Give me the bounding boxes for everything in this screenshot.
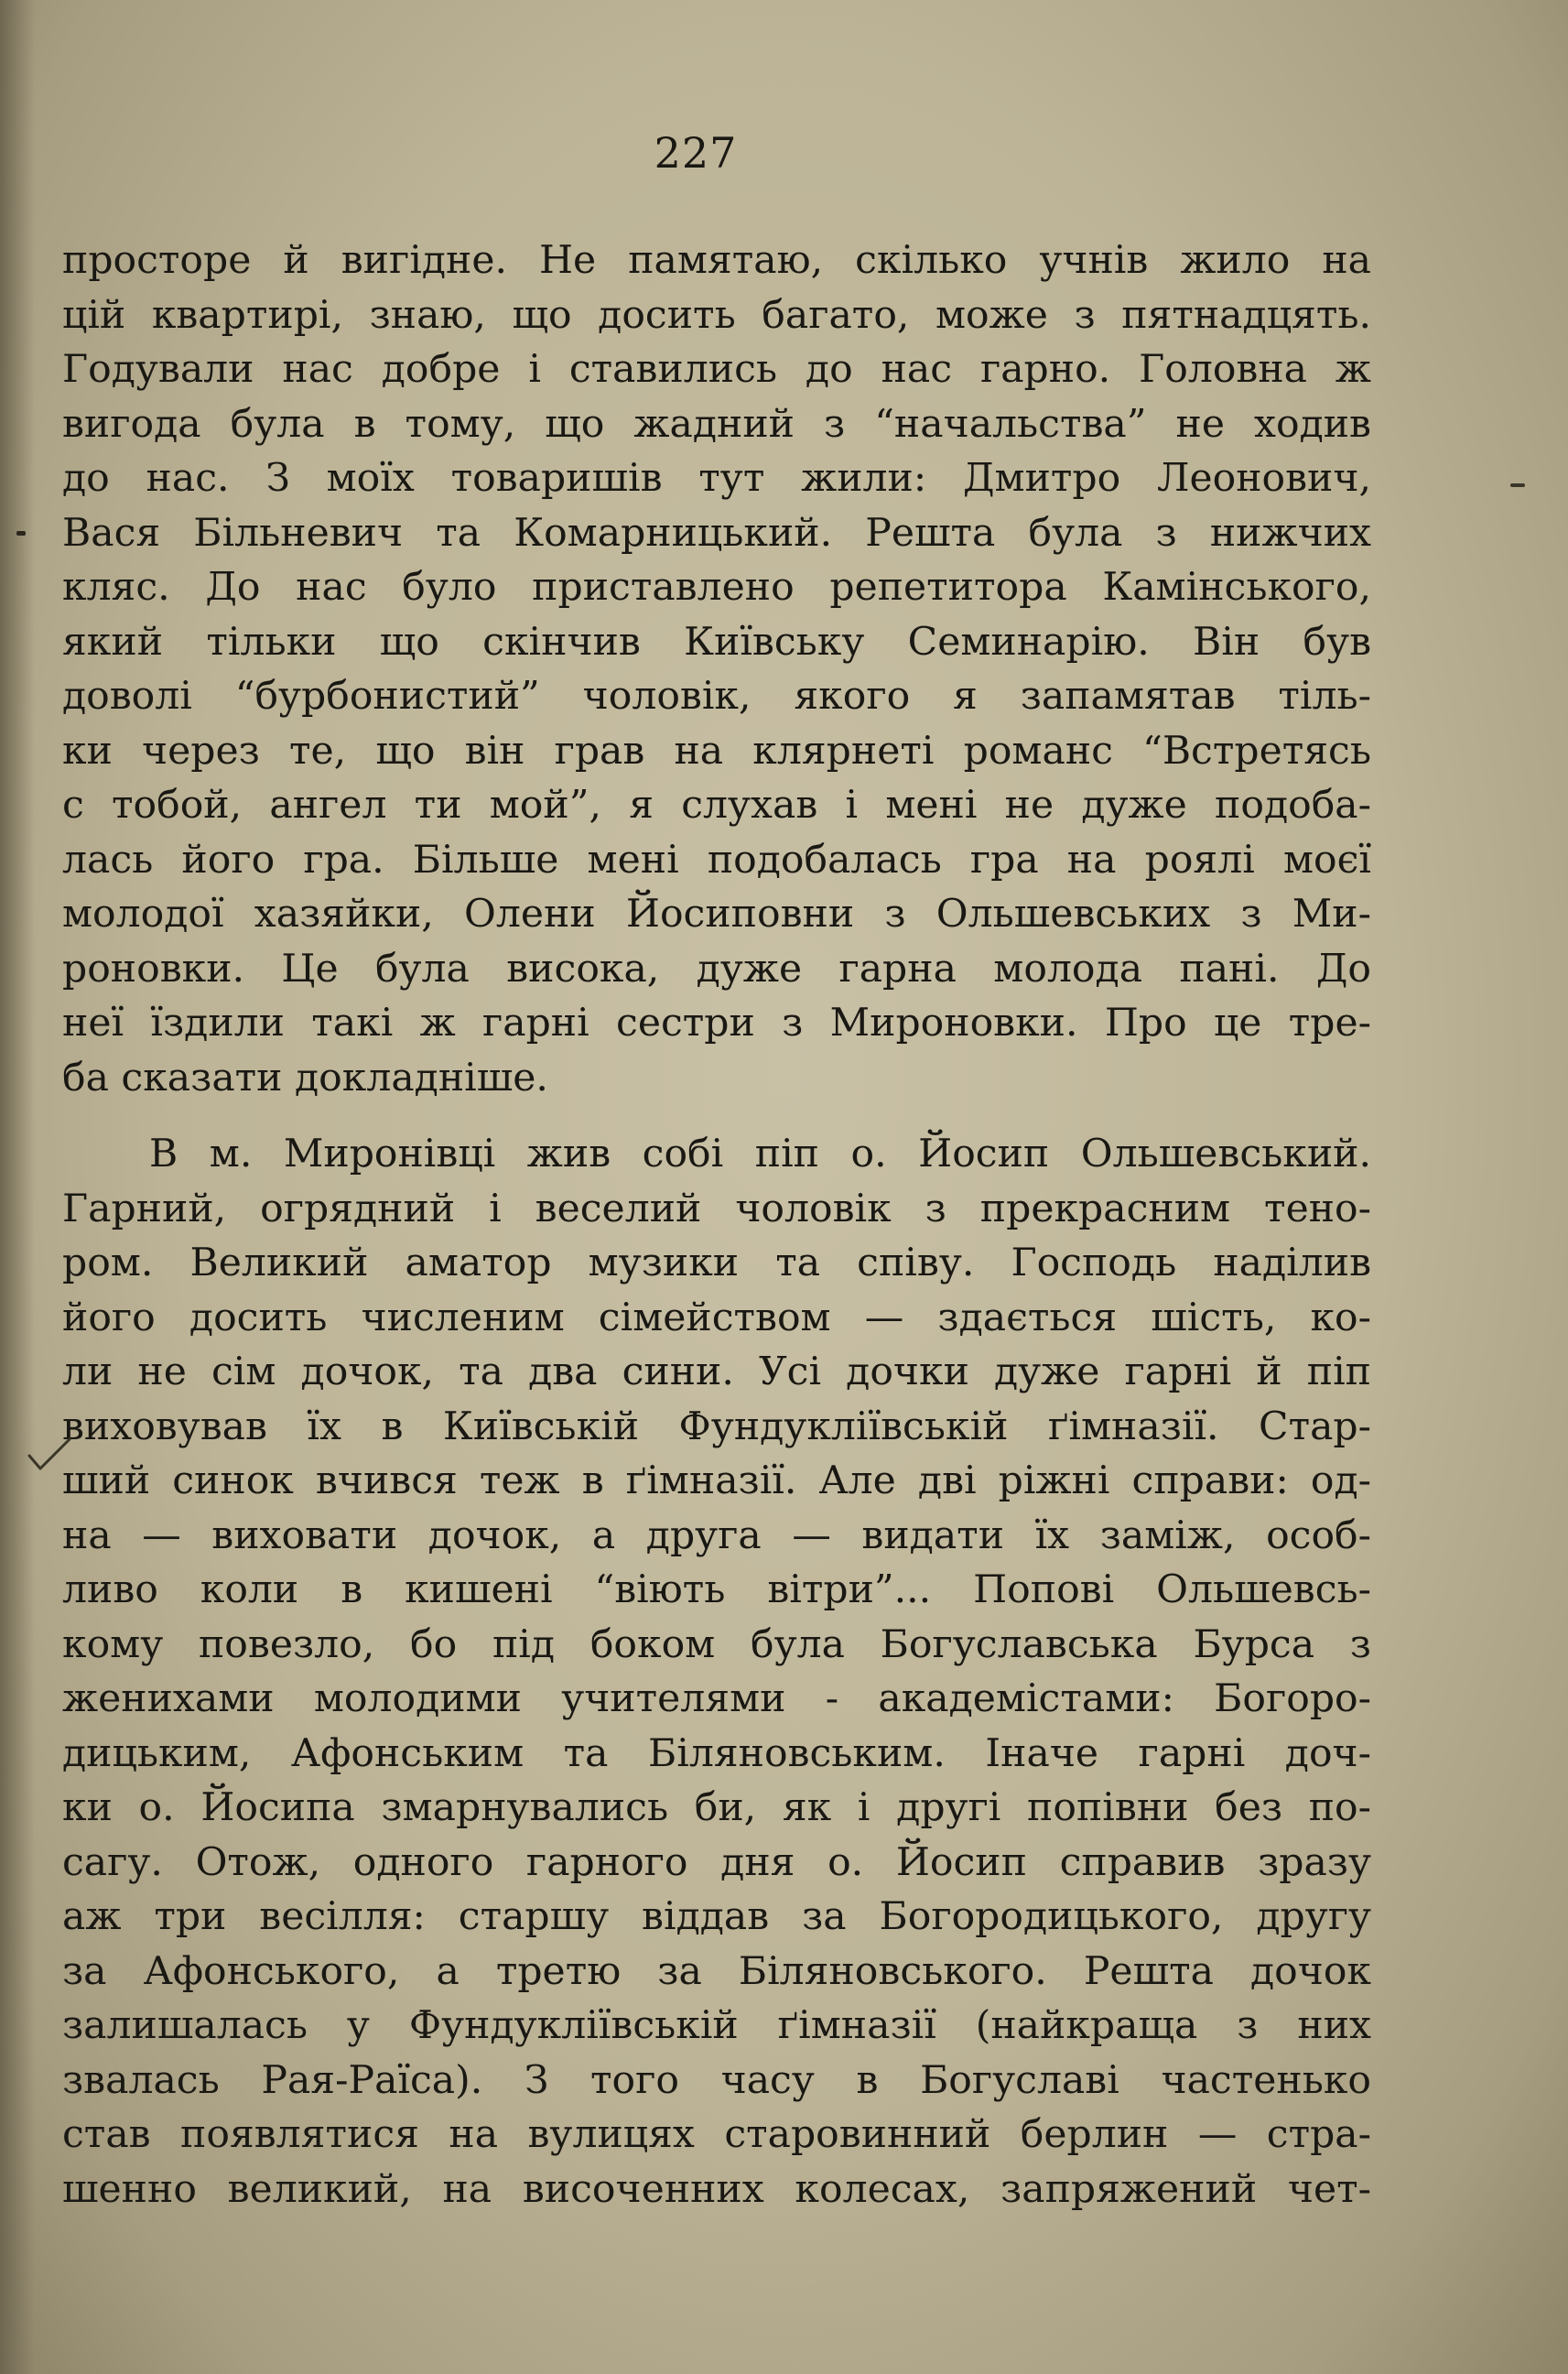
- text-line: ки через те, що він грав на клярнеті романс “Встретясь: [62, 728, 1371, 774]
- text-line: його досить численим сімейством — здається шість, ко-: [62, 1295, 1371, 1340]
- text-line: лась його гра. Більше мені подобалась гра на роялі моєї: [62, 837, 1371, 883]
- text-line: звалась Рая-Раїса). З того часу в Богуславі частенько: [62, 2057, 1371, 2103]
- body-text: [62, 233, 1371, 2217]
- paragraph-spacer: [62, 1105, 1371, 1127]
- text-line: роновки. Це була висока, дуже гарна молода пані. До: [62, 946, 1371, 992]
- text-line: ли не сім дочок, та два сини. Усі дочки дуже гарні й піп: [62, 1350, 1371, 1394]
- text-line: доволі “бурбонистий” чоловік, якого я запамятав тіль-: [62, 674, 1371, 719]
- text-line: женихами молодими учителями - академістами: Богоро-: [62, 1676, 1371, 1721]
- text-line: аж три весілля: старшу віддав за Богородицького, другу: [62, 1894, 1371, 1939]
- text-line: на — виховати дочок, а друга — видати їх заміж, особ-: [62, 1512, 1371, 1558]
- text-line: став появлятися на вулицях старовинний берлин — стра-: [62, 2112, 1371, 2157]
- text-line: кому повезло, бо під боком була Богуславська Бурса з: [62, 1621, 1371, 1667]
- pencil-check-mark-icon: [27, 1436, 71, 1472]
- text-line: Гарний, огрядний і веселий чоловік з прекрасним тено-: [62, 1186, 1371, 1231]
- page-edge-shadow: [0, 0, 35, 2374]
- text-line: ром. Великий аматор музики та співу. Господь наділив: [62, 1241, 1371, 1285]
- text-line: за Афонського, а третю за Біляновського. Решта дочок: [62, 1948, 1371, 1994]
- text-line: молодої хазяйки, Олени Йосиповни з Ольшевських з Ми-: [62, 892, 1371, 937]
- text-line: неї їздили такі ж гарні сестри з Мироновки. Про це тре-: [62, 1001, 1371, 1046]
- margin-dash-mark: [16, 531, 26, 536]
- paragraph-1: [62, 233, 1371, 1105]
- paragraph-2: [62, 1127, 1371, 2217]
- page-number: 227: [654, 128, 738, 178]
- text-line: Вася Більневич та Комарницький. Решта була з нижчих: [62, 510, 1371, 556]
- text-line: В м. Миронівці жив собі піп о. Йосип Ольшевський.: [149, 1132, 1371, 1176]
- text-line: цій квартирі, знаю, що досить багато, може з пятнадцять.: [62, 292, 1371, 338]
- text-line: с тобой, ангел ти мой”, я слухав і мені не дуже подоба-: [62, 783, 1371, 828]
- text-line: Годували нас добре і ставились до нас гарно. Головна ж: [62, 347, 1371, 392]
- text-line: ший синок вчився теж в ґімназії. Але дві ріжні справи: од-: [62, 1458, 1371, 1503]
- text-line: ба сказати докладніше.: [62, 1055, 548, 1100]
- text-line: залишалась у Фундукліївській ґімназії (найкраща з них: [62, 2003, 1371, 2048]
- text-line: який тільки що скінчив Київську Семинарію. Він був: [62, 619, 1371, 665]
- margin-speck-mark: [1510, 483, 1525, 487]
- text-line: виховував їх в Київській Фундукліївській ґімназії. Стар-: [62, 1404, 1371, 1449]
- text-line: вигода була в тому, що жадний з “начальства” не ходив: [62, 401, 1371, 447]
- text-line: до нас. З моїх товаришів тут жили: Дмитро Леонович,: [62, 456, 1371, 501]
- text-line: просторе й вигідне. Не памятаю, скілько учнів жило на: [62, 238, 1371, 283]
- text-line: шенно великий, на височенних колесах, запряжений чет-: [62, 2166, 1371, 2212]
- text-line: ливо коли в кишені “віють вітри”... Попові Ольшевсь-: [62, 1567, 1371, 1612]
- text-line: сагу. Отож, одного гарного дня о. Йосип справив зразу: [62, 1839, 1371, 1885]
- text-line: ки о. Йосипа змарнувались би, як і другі попівни без по-: [62, 1785, 1371, 1830]
- text-line: кляс. До нас було приставлено репетитора Камінського,: [62, 565, 1371, 610]
- text-line: дицьким, Афонським та Біляновським. Іначе гарні доч-: [62, 1730, 1371, 1776]
